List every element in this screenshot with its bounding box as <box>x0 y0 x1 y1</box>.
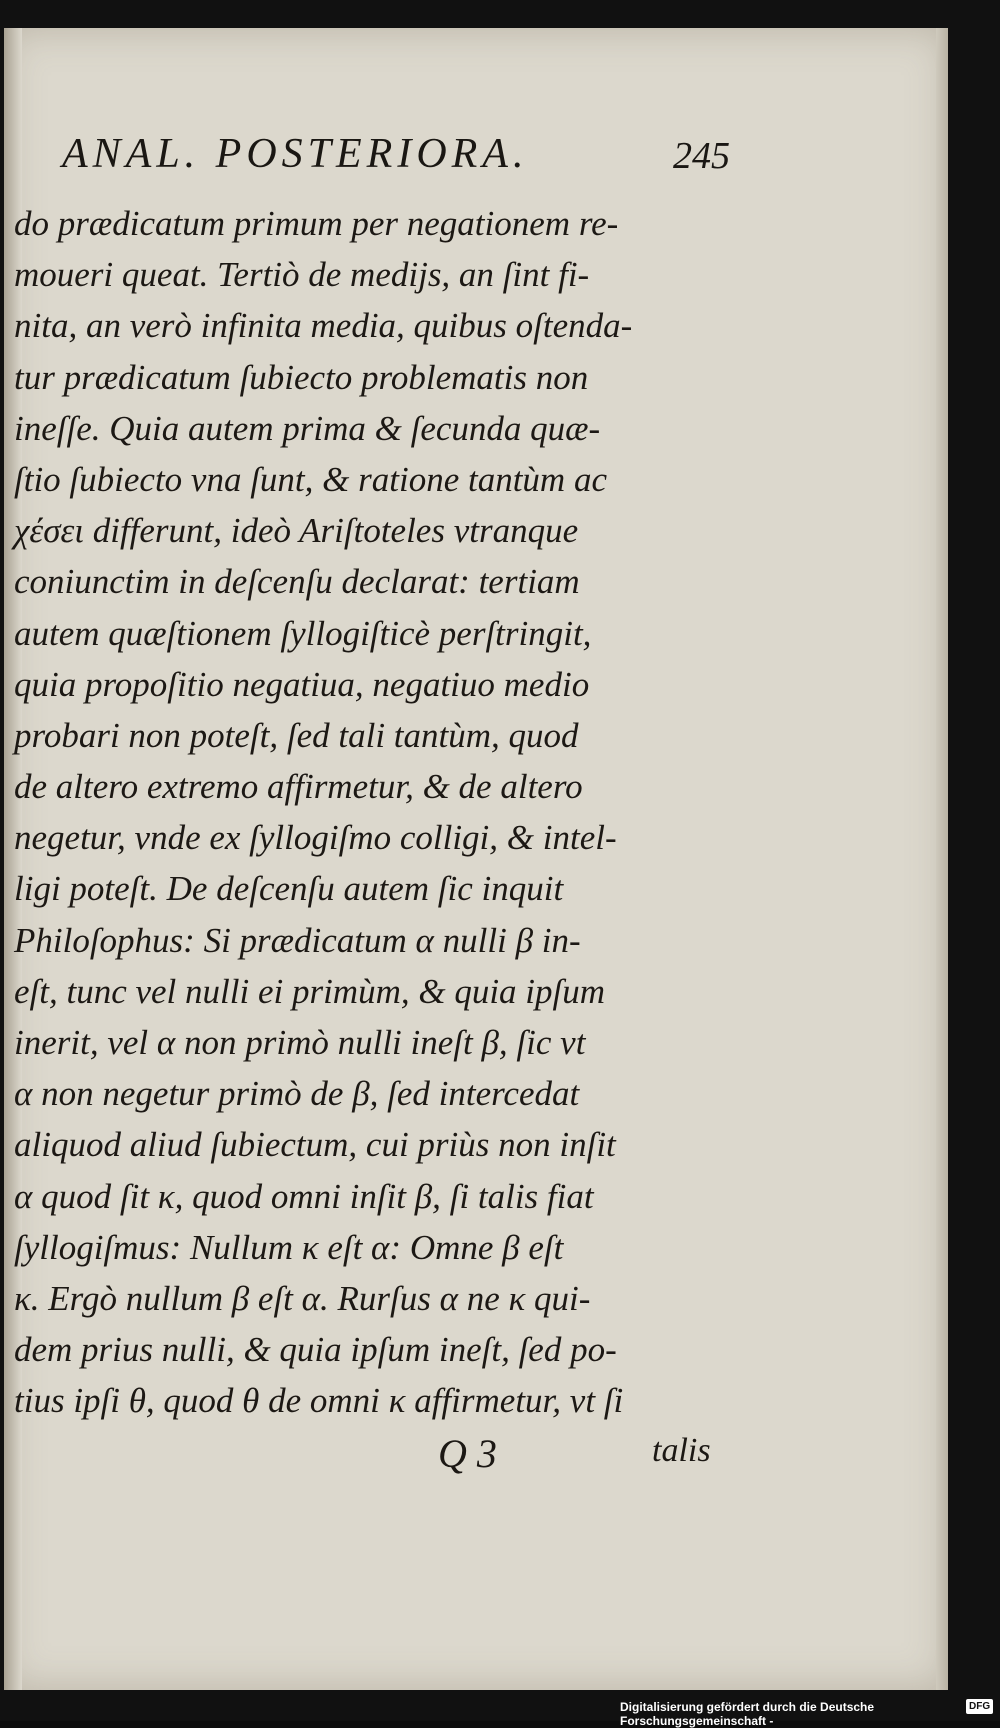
text-line: de altero extremo affirmetur, & de altero <box>14 767 583 807</box>
text-line: eſt, tunc vel nulli ei primùm, & quia ipſum <box>14 971 606 1011</box>
page-edge <box>936 28 948 1690</box>
text-line: nita, an verò infinita media, quibus oſtenda- <box>14 306 633 346</box>
text-line: autem quæſtionem ſyllogiſticè perſtringit, <box>14 613 592 653</box>
text-line: Philoſophus: Si prædicatum α nulli β in- <box>14 920 581 960</box>
text-line: ſyllogiſmus: Nullum κ eſt α: Omne β eſt <box>14 1227 564 1267</box>
text-line: tur prædicatum ſubiecto problematis non <box>14 357 589 397</box>
text-line: ligi poteſt. De deſcenſu autem ſic inquit <box>14 869 564 909</box>
text-line: χέσει differunt, ideò Ariſtoteles vtranque <box>14 511 579 551</box>
digitization-credit: Digitalisierung gefördert durch die Deutsche Forschungsgemeinschaft - <box>620 1700 875 1728</box>
dfg-logo: DFG <box>966 1699 993 1714</box>
text-line: moueri queat. Tertiò de medijs, an ſint fi- <box>14 255 590 295</box>
text-line: α quod ſit κ, quod omni inſit β, ſi talis fiat <box>14 1176 594 1216</box>
body-text <box>14 198 734 1427</box>
text-line: κ. Ergò nullum β eſt α. Rurſus α ne κ qui- <box>14 1278 591 1318</box>
text-line: quia propoſitio negatiua, negatiuo medio <box>14 664 590 704</box>
text-line: α non negetur primò de β, ſed intercedat <box>14 1074 580 1114</box>
text-line: aliquod aliud ſubiectum, cui priùs non inſit <box>14 1125 616 1165</box>
text-line: ſtio ſubiecto vna ſunt, & ratione tantùm ac <box>14 459 607 499</box>
text-line: dem prius nulli, & quia ipſum ineſt, ſed po- <box>14 1330 617 1370</box>
text-line: tius ipſi θ, quod θ de omni κ affirmetur, vt ſi <box>14 1381 624 1421</box>
catchword: talis <box>652 1432 711 1469</box>
signature-mark: Q 3 <box>438 1431 497 1476</box>
text-line: coniunctim in deſcenſu declarat: tertiam <box>14 562 580 602</box>
text-line: inerit, vel α non primò nulli ineſt β, ſic vt <box>14 1023 586 1062</box>
text-line: do prædicatum primum per negationem re- <box>14 204 619 243</box>
text-line: probari non poteſt, ſed tali tantùm, quod <box>14 715 579 755</box>
running-head: ANAL. POSTERIORA. <box>62 131 529 177</box>
text-line: negetur, vnde ex ſyllogiſmo colligi, & intel- <box>14 818 617 858</box>
text-line: ineſſe. Quia autem prima & ſecunda quæ- <box>14 408 601 448</box>
page-number: 245 <box>673 135 730 177</box>
